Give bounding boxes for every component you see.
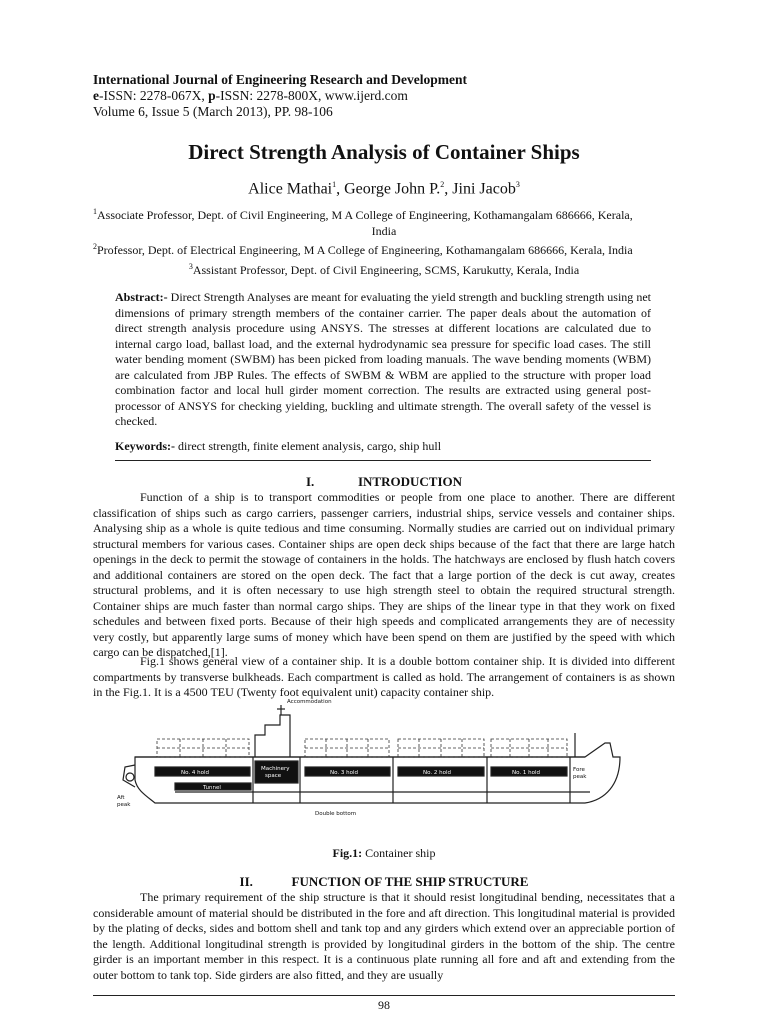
label-hold-1: No. 1 hold (512, 770, 540, 776)
label-accommodation: Accommodation (287, 699, 332, 705)
abstract-box (115, 290, 651, 461)
author-list: Alice Mathai$^1$, George John P.$^2$, Jini Jacob$^3$ (248, 180, 520, 198)
affiliations: $^1$Associate Professor, Dept. of Civil Engineering, M A College of Engineering, Kothamangalam 686666, Kerala, India $^2$Professor, Dept. of Electrical Engineering, M A College of Engineering, Kothamangalam 686666, Kerala, India $^3$Assistant Professor, Dept. of Civil Engineering, SCMS, Karukutty, Kerala, India (93, 204, 675, 278)
deck-containers (157, 739, 567, 757)
intro-paragraph-2: Fig.1 shows general view of a container ship. It is a double bottom container ship. It is divided into different compartments by transverse bulkheads. Each compartment is called as hold. The arrangement of containers is as shown in the Fig.1. It is a 4500 TEU (Twenty foot equivalent unit) capacity container ship. (93, 654, 675, 699)
affiliation-1: $^1$Associate Professor, Dept. of Civil Engineering, M A College of Engineering, Kothamangalam 686666, Kerala, (93, 207, 633, 222)
affiliation-3: $^3$Assistant Professor, Dept. of Civil Engineering, SCMS, Karukutty, Kerala, India (188, 261, 580, 277)
label-tunnel: Tunnel (203, 785, 221, 791)
section-heading-2: II. FUNCTION OF THE SHIP STRUCTURE (239, 874, 529, 889)
section2-paragraph-1: The primary requirement of the ship structure is that it should resist longitudinal bending, necessitates that a considerable amount of material should be distributed in the fore and aft direction. This longitudinal material is provided by the plating of decks, sides and bottom shell and tank top and any girders which extend over an appreciable portion of the length. Additional longitudinal strength is provided by longitudinal girders in the bottom of the ship. The centre girder is an important member in this respect. It is a continuous plate running all fore and aft and extending from the outer bottom to tank top. Side girders are also fitted, and they are usually (93, 890, 675, 982)
intro-paragraph-1: Function of a ship is to transport commodities or people from one place to another. There are different classification of ships such as cargo carriers, passenger carriers, industrial ships, service vessels and container ships. Analysing ship as a whole is quite tedious and time consuming. Normally studies are carried out on individual primary structural members for various cases. Container ships are open deck ships because of the fact that there are large hatch openings in the deck to permit the stowage of containers in the holds. The hatchways are enclosed by flush hatch covers and additional containers are stored on the open deck. The fact that a large portion of the deck is cut away, creates structural problems, and it is often necessary to use high strength steel to obtain the required structural strength. Container ships are much faster than normal cargo ships. They are ships of the linear type in that they work on fixed schedules and between fixed ports. Because of their high speeds and complicated arrangements they are of necessity very costly, but apparently large sums of money which have been spend on them are justified by the speed with which cargo can be dispatched,[1]. (93, 490, 675, 659)
machinery-box (255, 761, 298, 783)
affiliation-2: $^2$Professor, Dept. of Electrical Engineering, M A College of Engineering, Kothamangalam 686666, Kerala, India (93, 242, 633, 257)
footer-divider (93, 995, 675, 996)
label-double-bottom: Double bottom (315, 811, 357, 817)
label-machinery: Machinery (261, 766, 290, 772)
abstract: Abstract:- Direct Strength Analyses are meant for evaluating the yield strength and buckling strength using net dimensions of primary strength members of the container carrier. The paper deals about the automation of direct strength analysis procedure using ANSYS. The stresses at different locations are calculated due to internal cargo load, ballast load, and the external hydrodynamic sea pressure for specific load cases. The still water bending moment (SWBM) has been picked from loading manuals. The wave bending moments (WBM) are calculated from JBP Rules. The effects of SWBM & WBM are applied to the structure with proper load combination factor and local hull girder moment correction. The results are extracted using general post-processor of ANSYS for checking yielding, buckling and ultimate strength. The overall safety of the vessel is checked. (115, 290, 651, 428)
figure-caption: Fig.1: Container ship (332, 846, 436, 860)
keywords: Keywords:- direct strength, finite element analysis, cargo, ship hull (115, 438, 442, 453)
label-hold-4: No. 4 hold (181, 770, 209, 776)
svg-text:space: space (265, 773, 282, 779)
label-fore-peak: Fore (573, 767, 585, 773)
author-name: Alice Mathai (248, 180, 333, 198)
volume-line: Volume 6, Issue 5 (March 2013), PP. 98-106 (93, 104, 333, 119)
section-heading-1: I. INTRODUCTION (305, 474, 462, 489)
paper-title: Direct Strength Analysis of Container Ships (188, 140, 580, 164)
label-hold-3: No. 3 hold (330, 770, 358, 776)
label-aft-peak: Aft (117, 795, 125, 801)
journal-name: International Journal of Engineering Research and Development (93, 72, 467, 87)
journal-header (93, 72, 467, 120)
svg-text:peak: peak (117, 802, 131, 808)
container-ship-figure (115, 695, 635, 825)
label-hold-2: No. 2 hold (423, 770, 451, 776)
author-name: Jini Jacob (452, 180, 516, 198)
issn-line: e-ISSN: 2278-067X, p-ISSN: 2278-800X, www.ijerd.com (93, 88, 408, 103)
author-name: George John P. (344, 180, 441, 198)
svg-text:peak: peak (573, 774, 587, 780)
page-number: 98 (378, 998, 390, 1012)
accommodation-tower (255, 715, 290, 757)
